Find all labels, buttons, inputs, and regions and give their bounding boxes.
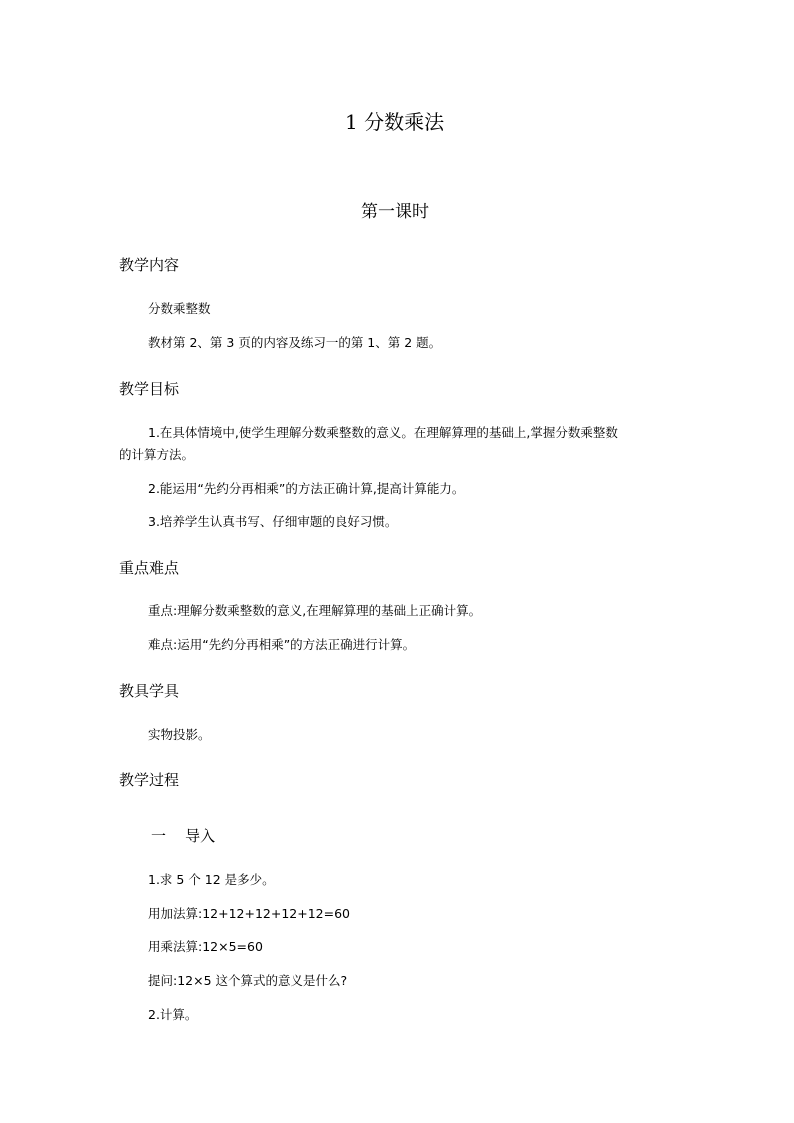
content-line-2: 教材第 2、第 3 页的内容及练习一的第 1、第 2 题。	[148, 335, 442, 350]
process-subheading-intro: 一 导入	[151, 827, 216, 845]
tools-line: 实物投影。	[148, 727, 211, 742]
process-line-2: 用加法算:12+12+12+12+12=60	[148, 906, 351, 921]
goals-line-1: 1.在具体情境中,使学生理解分数乘整数的意义。在理解算理的基础上,掌握分数乘整数	[148, 425, 618, 440]
lesson-subtitle: 第一课时	[361, 202, 429, 222]
process-line-4: 提问:12×5 这个算式的意义是什么?	[148, 973, 348, 988]
process-line-5: 2.计算。	[148, 1007, 198, 1022]
key-point-line: 重点:理解分数乘整数的意义,在理解算理的基础上正确计算。	[148, 603, 482, 618]
section-heading-process: 教学过程	[119, 771, 180, 789]
section-heading-key-points: 重点难点	[119, 559, 180, 577]
goals-line-3: 3.培养学生认真书写、仔细审题的良好习惯。	[148, 514, 398, 529]
content-line-1: 分数乘整数	[148, 301, 211, 316]
section-heading-tools: 教具学具	[119, 682, 180, 700]
page-title: 1 分数乘法	[345, 110, 445, 134]
goals-line-2: 2.能运用“先约分再相乘”的方法正确计算,提高计算能力。	[148, 481, 465, 496]
goals-line-1-continued: 的计算方法。	[119, 447, 195, 462]
difficulty-line: 难点:运用“先约分再相乘”的方法正确进行计算。	[148, 637, 416, 652]
process-line-1: 1.求 5 个 12 是多少。	[148, 872, 275, 887]
section-heading-content: 教学内容	[119, 256, 180, 274]
section-heading-goals: 教学目标	[119, 380, 180, 398]
process-line-3: 用乘法算:12×5=60	[148, 939, 263, 954]
